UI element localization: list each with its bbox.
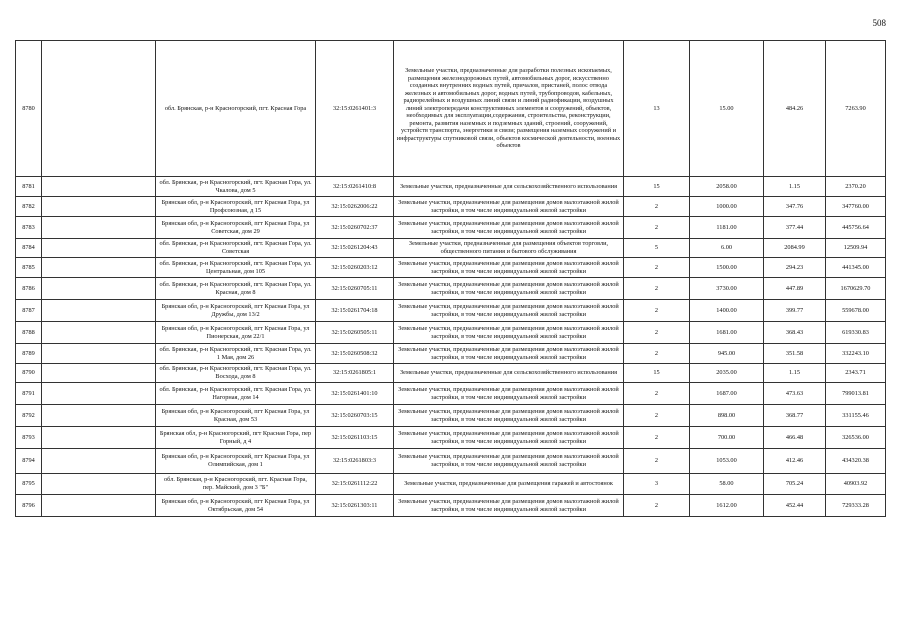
land-use-description: Земельные участки, предназначенные для размещения домов малоэтажной жилой застройки, в том числе индивидуальной жилой застройки	[394, 278, 624, 300]
cadastral-cost: 331155.46	[826, 405, 886, 427]
row-number: 8790	[16, 364, 42, 383]
cadastral-cost: 559678.00	[826, 300, 886, 322]
row-number: 8792	[16, 405, 42, 427]
empty-cell	[42, 300, 156, 322]
address-cell: обл. Брянская, р-н Красногорский, пгт. Красная Гора, ул. Советская	[156, 239, 316, 258]
cadastral-number: 32:15:0260203:12	[316, 258, 394, 278]
category-code: 2	[624, 405, 690, 427]
land-use-description: Земельные участки, предназначенные для размещения домов малоэтажной жилой застройки, в том числе индивидуальной жилой застройки	[394, 344, 624, 364]
empty-cell	[42, 495, 156, 517]
cadastral-cost: 2370.20	[826, 177, 886, 197]
cadastral-cost: 40903.92	[826, 474, 886, 495]
empty-cell	[42, 383, 156, 405]
cadastral-cost: 434320.38	[826, 449, 886, 474]
category-code: 2	[624, 278, 690, 300]
empty-cell	[42, 449, 156, 474]
cadastral-cost: 326536.00	[826, 427, 886, 449]
row-number: 8786	[16, 278, 42, 300]
category-code: 2	[624, 383, 690, 405]
area-value: 945.00	[690, 344, 764, 364]
land-use-description: Земельные участки, предназначенные для размещения домов малоэтажной жилой застройки, в том числе индивидуальной жилой застройки	[394, 449, 624, 474]
address-cell: Брянская обл, р-н Красногорский, пгт Красная Гора, ул Профсоюзная, д 15	[156, 197, 316, 217]
cadastral-number: 32:15:0260703:15	[316, 405, 394, 427]
table-row	[16, 177, 886, 197]
cadastral-number: 32:15:0261410:8	[316, 177, 394, 197]
cadastral-cost: 332243.10	[826, 344, 886, 364]
specific-value: 294.23	[764, 258, 826, 278]
specific-value: 351.58	[764, 344, 826, 364]
empty-cell	[42, 405, 156, 427]
specific-value: 447.89	[764, 278, 826, 300]
category-code: 5	[624, 239, 690, 258]
area-value: 1681.00	[690, 322, 764, 344]
address-cell: обл. Брянская, р-н Красногорский, пгт. Красная Гора, ул. Нагорная, дом 14	[156, 383, 316, 405]
land-use-description: Земельные участки, предназначенные для сельскохозяйственного использования	[394, 364, 624, 383]
table-row	[16, 427, 886, 449]
table-row	[16, 258, 886, 278]
row-number: 8795	[16, 474, 42, 495]
row-number: 8793	[16, 427, 42, 449]
cadastral-cost: 445756.64	[826, 217, 886, 239]
empty-cell	[42, 177, 156, 197]
cadastral-number: 32:15:0261401:10	[316, 383, 394, 405]
category-code: 15	[624, 364, 690, 383]
land-use-description: Земельные участки, предназначенные для сельскохозяйственного использования	[394, 177, 624, 197]
cadastral-number: 32:15:0261103:15	[316, 427, 394, 449]
specific-value: 466.48	[764, 427, 826, 449]
cadastral-number: 32:15:0261401:3	[316, 41, 394, 177]
land-use-description: Земельные участки, предназначенные для разработки полезных ископаемых, размещения железнодорожных путей, автомобильных дорог, искусственно созданных внутренних водных путей, причалов, пристаней, полос отвода железных и автомобильных дорог, водных путей, трубопроводов, кабельных, радиорелейных и воздушных линий связи и линий радиофикации, воздушных линий электропередачи конструктивных элементов и сооружений, объектов, необходимых для эксплуатации,содержания, строительства, реконструкции, ремонта, развития наземных и подземных зданий, строений, сооружений, устройств транспорта, энергетики и связи; размещения наземных сооружений и инфраструктуры спутниковой связи, объектов космической деятельности, военных объектов	[394, 41, 624, 177]
land-use-description: Земельные участки, предназначенные для размещения домов малоэтажной жилой застройки, в том числе индивидуальной жилой застройки	[394, 495, 624, 517]
area-value: 3730.00	[690, 278, 764, 300]
address-cell: Брянская обл, р-н Красногорский, пгт Красная Гора, ул Пионерская, дом 22/1	[156, 322, 316, 344]
empty-cell	[42, 258, 156, 278]
cadastral-number: 32:15:0261704:18	[316, 300, 394, 322]
specific-value: 399.77	[764, 300, 826, 322]
category-code: 2	[624, 344, 690, 364]
specific-value: 412.46	[764, 449, 826, 474]
specific-value: 1.15	[764, 364, 826, 383]
area-value: 1400.00	[690, 300, 764, 322]
cadastral-number: 32:15:0261303:11	[316, 495, 394, 517]
cadastral-cost: 7263.90	[826, 41, 886, 177]
land-use-description: Земельные участки, предназначенные для размещения гаражей и автостоянок	[394, 474, 624, 495]
land-use-description: Земельные участки, предназначенные для размещения домов малоэтажной жилой застройки, в том числе индивидуальной жилой застройки	[394, 258, 624, 278]
empty-cell	[42, 217, 156, 239]
specific-value: 705.24	[764, 474, 826, 495]
address-cell: обл. Брянская, р-н Красногорский, пгт. Красная Гора, ул. 1 Мая, дом 26	[156, 344, 316, 364]
address-cell: Брянская обл, р-н Красногорский, пгт Красная Гора, пер Горный, д 4	[156, 427, 316, 449]
page-number: 508	[872, 18, 886, 28]
table-row	[16, 197, 886, 217]
specific-value: 1.15	[764, 177, 826, 197]
table-row	[16, 383, 886, 405]
address-cell: обл. Брянская, р-н Красногорский, пгт. Красная Гора, ул. Восхода, дом 8	[156, 364, 316, 383]
row-number: 8780	[16, 41, 42, 177]
empty-cell	[42, 197, 156, 217]
area-value: 1612.00	[690, 495, 764, 517]
table-body	[16, 41, 886, 517]
row-number: 8781	[16, 177, 42, 197]
row-number: 8796	[16, 495, 42, 517]
land-use-description: Земельные участки, предназначенные для размещения домов малоэтажной жилой застройки, в том числе индивидуальной жилой застройки	[394, 300, 624, 322]
empty-cell	[42, 239, 156, 258]
specific-value: 368.43	[764, 322, 826, 344]
specific-value: 377.44	[764, 217, 826, 239]
land-use-description: Земельные участки, предназначенные для размещения домов малоэтажной жилой застройки, в том числе индивидуальной жилой застройки	[394, 383, 624, 405]
empty-cell	[42, 322, 156, 344]
area-value: 898.00	[690, 405, 764, 427]
area-value: 6.00	[690, 239, 764, 258]
cadastral-cost: 2343.71	[826, 364, 886, 383]
area-value: 2058.00	[690, 177, 764, 197]
category-code: 2	[624, 258, 690, 278]
category-code: 2	[624, 322, 690, 344]
row-number: 8789	[16, 344, 42, 364]
table-row	[16, 364, 886, 383]
cadastral-number: 32:15:0260505:11	[316, 322, 394, 344]
specific-value: 347.76	[764, 197, 826, 217]
cadastral-cost: 619330.83	[826, 322, 886, 344]
specific-value: 368.77	[764, 405, 826, 427]
area-value: 1053.00	[690, 449, 764, 474]
category-code: 2	[624, 197, 690, 217]
category-code: 2	[624, 300, 690, 322]
land-use-description: Земельные участки, предназначенные для размещения домов малоэтажной жилой застройки, в том числе индивидуальной жилой застройки	[394, 405, 624, 427]
table-row	[16, 217, 886, 239]
category-code: 2	[624, 217, 690, 239]
cadastral-number: 32:15:0261803:3	[316, 449, 394, 474]
cadastral-number: 32:15:0262006:22	[316, 197, 394, 217]
cadastral-cost: 1670629.70	[826, 278, 886, 300]
cadastral-cost: 799013.81	[826, 383, 886, 405]
cadastral-number: 32:15:0261805:1	[316, 364, 394, 383]
cadastral-table	[15, 40, 886, 517]
specific-value: 452.44	[764, 495, 826, 517]
cadastral-number: 32:15:0260705:11	[316, 278, 394, 300]
area-value: 2035.00	[690, 364, 764, 383]
address-cell: Брянская обл, р-н Красногорский, пгт Красная Гора, ул Олимпийская, дом 1	[156, 449, 316, 474]
area-value: 58.00	[690, 474, 764, 495]
address-cell: обл. Брянская, р-н Красногорский, пгт. Красная Гора, ул. Красная, дом 8	[156, 278, 316, 300]
cadastral-cost: 441345.00	[826, 258, 886, 278]
row-number: 8787	[16, 300, 42, 322]
table-row	[16, 405, 886, 427]
area-value: 1500.00	[690, 258, 764, 278]
empty-cell	[42, 427, 156, 449]
table-row	[16, 474, 886, 495]
table-row	[16, 449, 886, 474]
land-use-description: Земельные участки, предназначенные для размещения объектов торговли, общественного питания и бытового обслуживания	[394, 239, 624, 258]
empty-cell	[42, 474, 156, 495]
row-number: 8791	[16, 383, 42, 405]
table-row	[16, 239, 886, 258]
cadastral-number: 32:15:0261112:22	[316, 474, 394, 495]
row-number: 8783	[16, 217, 42, 239]
category-code: 2	[624, 449, 690, 474]
area-value: 1181.00	[690, 217, 764, 239]
category-code: 2	[624, 427, 690, 449]
address-cell: Брянская обл, р-н Красногорский, пгт Красная Гора, ул Дружбы, дом 13/2	[156, 300, 316, 322]
area-value: 1000.00	[690, 197, 764, 217]
row-number: 8785	[16, 258, 42, 278]
empty-cell	[42, 344, 156, 364]
category-code: 2	[624, 495, 690, 517]
empty-cell	[42, 364, 156, 383]
address-cell: Брянская обл, р-н Красногорский, пгт Красная Гора, ул Красная, дом 53	[156, 405, 316, 427]
land-use-description: Земельные участки, предназначенные для размещения домов малоэтажной жилой застройки, в том числе индивидуальной жилой застройки	[394, 197, 624, 217]
area-value: 1687.00	[690, 383, 764, 405]
area-value: 15.00	[690, 41, 764, 177]
land-use-description: Земельные участки, предназначенные для размещения домов малоэтажной жилой застройки, в том числе индивидуальной жилой застройки	[394, 217, 624, 239]
category-code: 15	[624, 177, 690, 197]
land-use-description: Земельные участки, предназначенные для размещения домов малоэтажной жилой застройки, в том числе индивидуальной жилой застройки	[394, 322, 624, 344]
category-code: 3	[624, 474, 690, 495]
empty-cell	[42, 41, 156, 177]
address-cell: обл. Брянская, р-н Красногорский, пгт. Красная Гора, ул. Чкалова, дом 5	[156, 177, 316, 197]
table-row	[16, 300, 886, 322]
address-cell: Брянская обл, р-н Красногорский, пгт Красная Гора, ул Советская, дом 29	[156, 217, 316, 239]
category-code: 13	[624, 41, 690, 177]
cadastral-number: 32:15:0261204:43	[316, 239, 394, 258]
address-cell: обл. Брянская, р-н Красногорский, пгт. Красная Гора, пер. Майский, дом 3 "Б"	[156, 474, 316, 495]
table-row	[16, 495, 886, 517]
area-value: 700.00	[690, 427, 764, 449]
row-number: 8794	[16, 449, 42, 474]
address-cell: обл. Брянская, р-н Красногорский, пгт. Красная Гора	[156, 41, 316, 177]
specific-value: 473.63	[764, 383, 826, 405]
table-row	[16, 322, 886, 344]
cadastral-cost: 729333.28	[826, 495, 886, 517]
cadastral-cost: 347760.00	[826, 197, 886, 217]
table-row	[16, 41, 886, 177]
cadastral-cost: 12509.94	[826, 239, 886, 258]
cadastral-number: 32:15:0260702:37	[316, 217, 394, 239]
row-number: 8782	[16, 197, 42, 217]
table-row	[16, 344, 886, 364]
cadastral-number: 32:15:0260508:32	[316, 344, 394, 364]
empty-cell	[42, 278, 156, 300]
specific-value: 2084.99	[764, 239, 826, 258]
table-row	[16, 278, 886, 300]
address-cell: обл. Брянская, р-н Красногорский, пгт. Красная Гора, ул. Центральная, дом 105	[156, 258, 316, 278]
row-number: 8784	[16, 239, 42, 258]
specific-value: 484.26	[764, 41, 826, 177]
row-number: 8788	[16, 322, 42, 344]
address-cell: Брянская обл, р-н Красногорский, пгт Красная Гора, ул Октябрьская, дом 54	[156, 495, 316, 517]
land-use-description: Земельные участки, предназначенные для размещения домов малоэтажной жилой застройки, в том числе индивидуальной жилой застройки	[394, 427, 624, 449]
